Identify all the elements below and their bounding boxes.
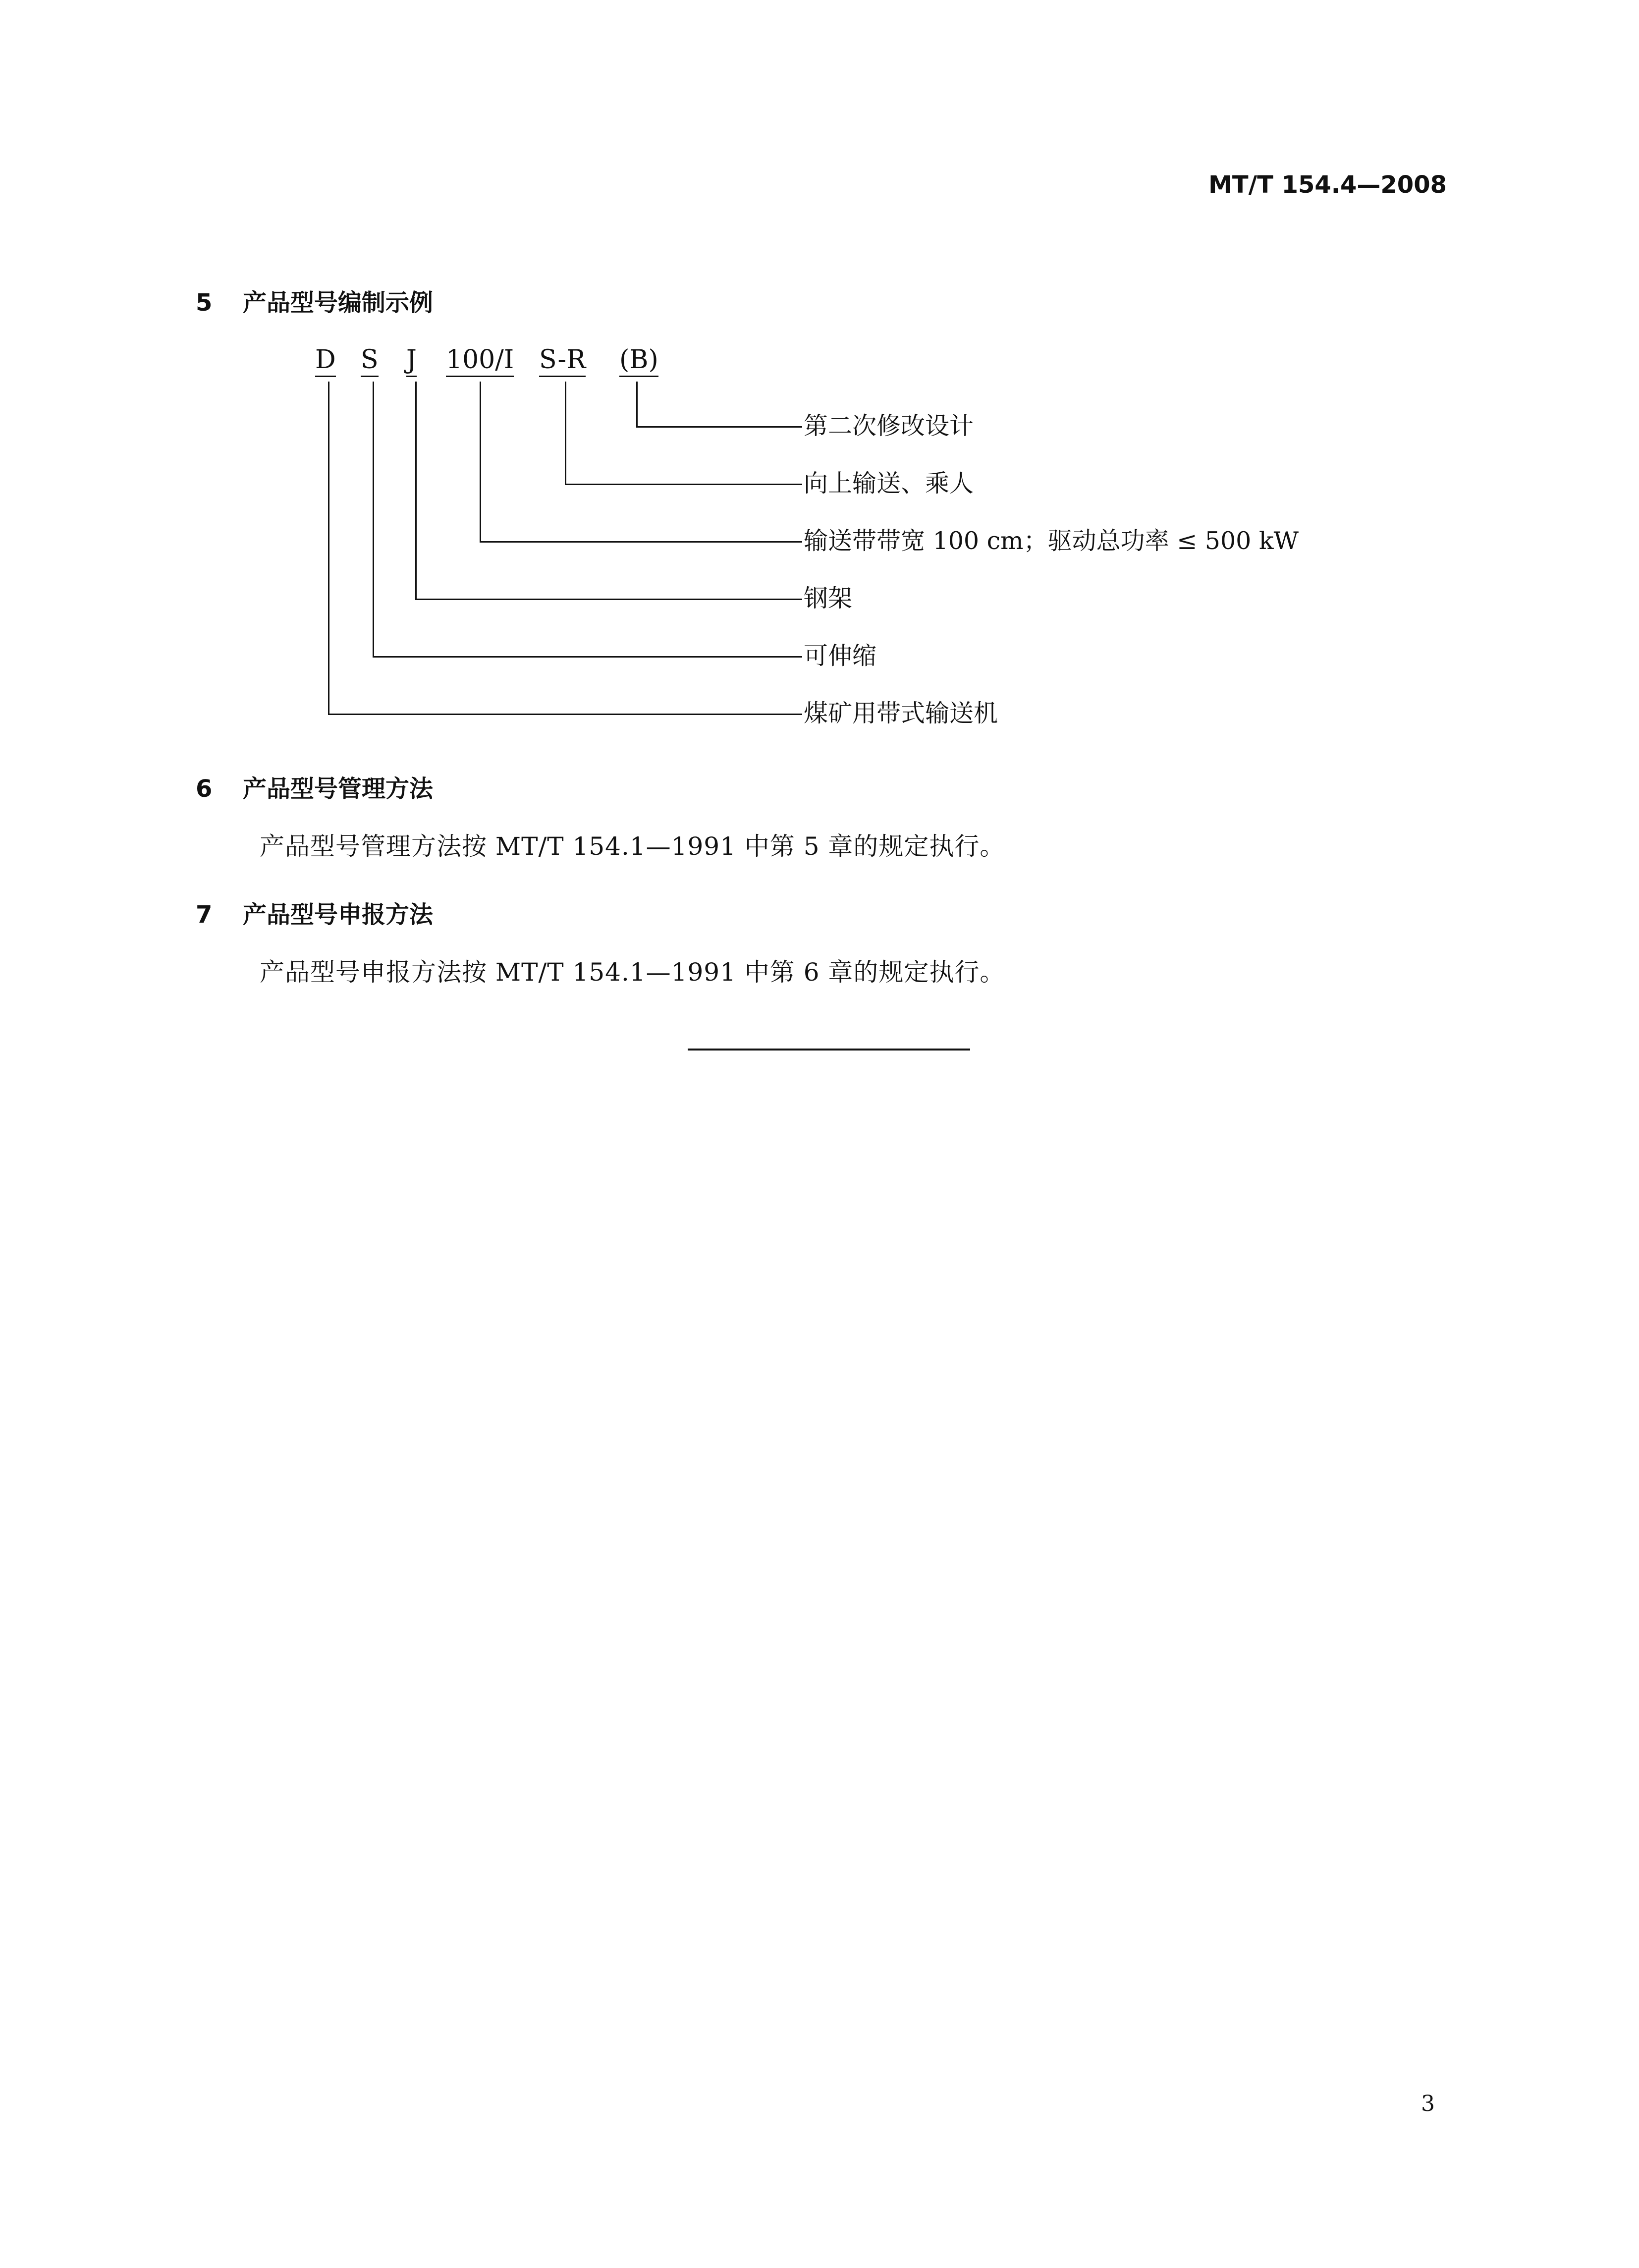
branch-d-vline <box>328 382 329 715</box>
page-number: 3 <box>1421 2091 1435 2116</box>
branch-j-vline <box>415 382 417 600</box>
section-6-heading <box>196 770 433 804</box>
section-5-heading <box>196 283 433 318</box>
code-part-s: S <box>361 347 379 377</box>
code-part-direction: S-R <box>539 347 586 377</box>
code-part-d: D <box>315 347 336 377</box>
section-6-title: 产品型号管理方法 <box>243 775 434 803</box>
section-7-heading <box>196 895 433 930</box>
section-7-number: 7 <box>196 901 213 929</box>
code-part-revision: (B) <box>619 347 658 377</box>
section-6-number: 6 <box>196 775 213 803</box>
branch-label-revision: 第二次修改设计 <box>804 412 974 440</box>
branch-width-power-vline <box>480 382 481 542</box>
branch-direction-hline <box>565 484 802 485</box>
branch-s-vline <box>373 382 374 657</box>
branch-width-power-hline <box>480 541 802 543</box>
branch-direction-vline <box>565 382 566 485</box>
branch-d-hline <box>328 714 802 715</box>
standard-number: MT/T 154.4—2008 <box>1208 171 1447 199</box>
section-5-title: 产品型号编制示例 <box>243 289 434 317</box>
branch-revision-hline <box>636 426 802 428</box>
branch-label-d: 煤矿用带式输送机 <box>804 699 998 727</box>
section-7-title: 产品型号申报方法 <box>243 901 434 929</box>
branch-j-hline <box>415 599 802 600</box>
branch-label-width-power: 输送带带宽 100 cm；驱动总功率 ≤ 500 kW <box>804 527 1299 555</box>
section-5-number: 5 <box>196 289 213 317</box>
branch-label-direction: 向上输送、乘人 <box>804 469 974 498</box>
end-of-document-rule <box>688 1049 970 1051</box>
code-part-width-power: 100/I <box>446 347 514 377</box>
branch-revision-vline <box>636 382 638 427</box>
branch-s-hline <box>373 656 802 658</box>
section-6-text: 产品型号管理方法按 MT/T 154.1—1991 中第 5 章的规定执行。 <box>260 832 1005 861</box>
branch-label-j: 钢架 <box>804 584 853 612</box>
branch-label-s: 可伸缩 <box>804 642 877 670</box>
code-part-j: J <box>406 347 417 377</box>
section-7-text: 产品型号申报方法按 MT/T 154.1—1991 中第 6 章的规定执行。 <box>260 958 1005 987</box>
